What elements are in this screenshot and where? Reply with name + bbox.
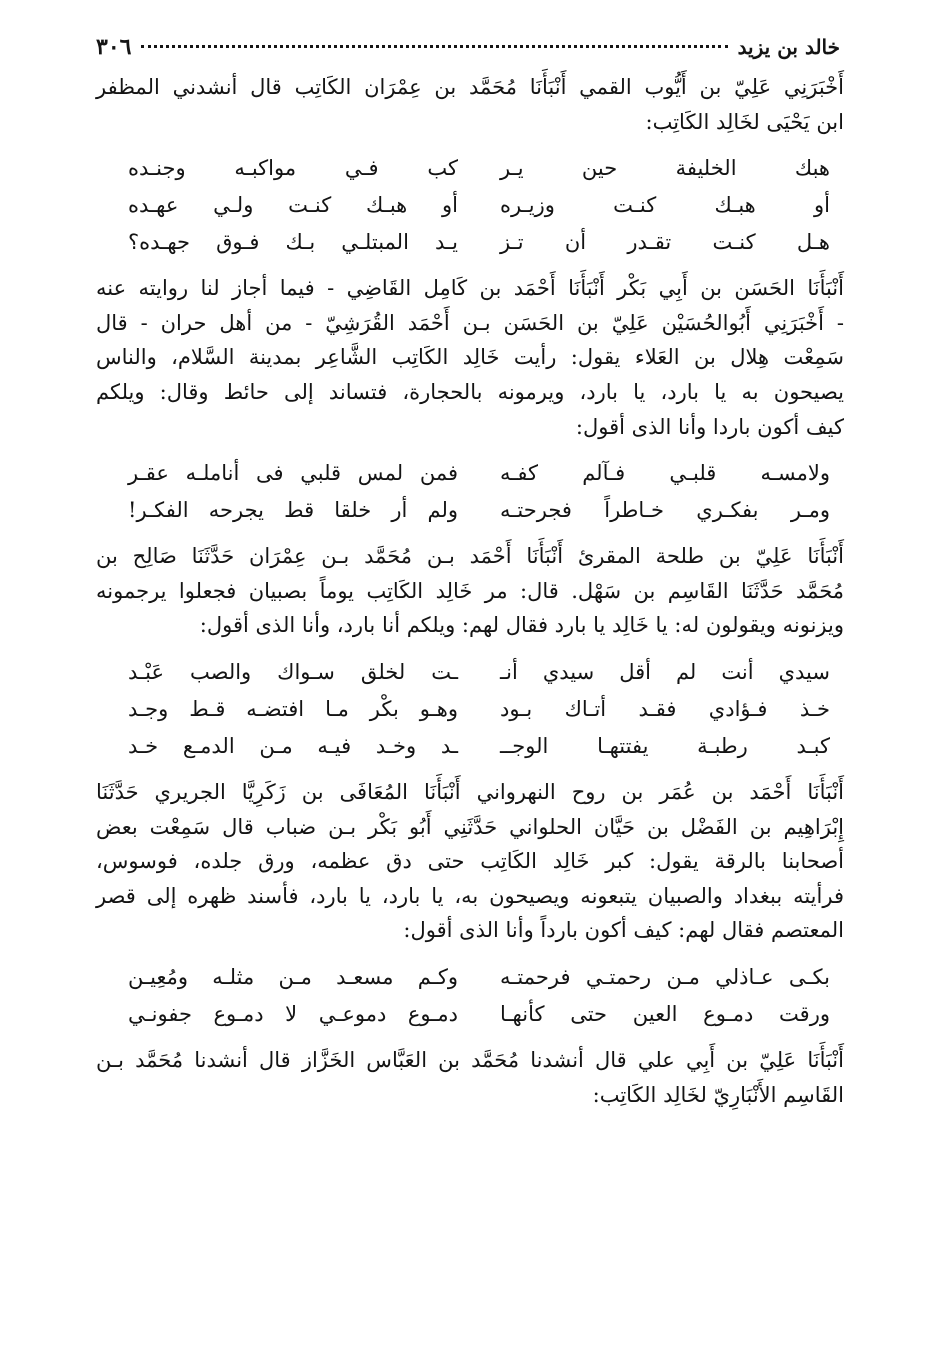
- verse-line: [96, 492, 844, 529]
- verse-first-hemistich: هبك الخليفة حين يـر: [500, 156, 830, 181]
- entry-block: [96, 775, 844, 1033]
- verse-second-hemistich: ولم أر خلقا قط يجرحه الفكـر!: [128, 498, 458, 523]
- leader-dots: [141, 45, 727, 48]
- entry-block: [96, 271, 844, 529]
- entry-block: [96, 539, 844, 765]
- prose-line: فرأيته ببغداد والصبيان يتبعونه ويصيحون به، يا بارد، يا بارد، فأسند ظهره إلى قصر: [96, 883, 844, 908]
- verse-line: [96, 455, 844, 492]
- prose-line: أَخْبَرَنِي عَلِيّ بن أَيُّوب القمي أَنْبَأَنَا مُحَمَّد بن عِمْرَان الكَاتِب قال أنشدني المظفر: [96, 75, 844, 99]
- entry-block: [96, 1043, 844, 1112]
- verse-group: [96, 959, 844, 1033]
- verse-first-hemistich: ورقت دمـوع العين حتى كأنهـا: [500, 1001, 830, 1026]
- prose-line: أَنْبَأَنَا الحَسَن بن أَبِي بَكْر أَنْبَأَنَا أَحْمَد بن كَامِل القَاضِي - فيما أجاز لنا روايته عنه: [96, 276, 844, 301]
- prose-paragraph: [96, 1043, 844, 1112]
- entry-block: [96, 70, 844, 261]
- verse-line: [96, 654, 844, 691]
- verse-first-hemistich: هـل كنـت تقـدر أن تـز: [500, 230, 830, 255]
- verse-line: [96, 691, 844, 728]
- prose-line: مُحَمَّد حَدَّثَنَا القَاسِم بن سَهْل. قال: مر خَالِد الكَاتِب يوماً بصبيان فجعلوا يرجمونه: [96, 578, 844, 603]
- running-head: [96, 34, 840, 70]
- prose-paragraph: [96, 539, 844, 643]
- verse-second-hemistich: ـد وخـد فيـه مـن الدمـع خـد: [128, 733, 458, 758]
- page-number: ٣٠٦: [96, 34, 132, 60]
- verse-line: [96, 150, 844, 187]
- verse-first-hemistich: سيدي أنت لم أقل سيدي أنـ: [500, 659, 830, 684]
- verse-second-hemistich: دمـوع دموعـي لا دمـوع جفونـي: [128, 1001, 458, 1026]
- prose-paragraph: [96, 70, 844, 139]
- prose-line: أَنْبَأَنَا أَحْمَد بن عُمَر بن روح النهرواني أَنْبَأَنَا المُعَافَى بن زَكَرِيَّا الجريري حَدَّثَنَا: [96, 779, 844, 804]
- prose-line: القَاسِم الأَنْبَارِيّ لخَالِد الكَاتِب:: [592, 1082, 844, 1107]
- verse-second-hemistich: يـد المبتلـي بـك فـوق جهـده؟: [128, 230, 458, 255]
- prose-line: أَنْبَأَنَا عَلِيّ بن طلحة المقرئ أَنْبَأَنَا أَحْمَد بـن مُحَمَّد بـن عِمْرَان حَدَّثَنَا صَالِح بن: [96, 544, 844, 569]
- verse-first-hemistich: ومـر بفكـري خـاطراً فجرحتـه: [500, 498, 830, 523]
- verse-second-hemistich: وكـم مسعـد مـن مثلـه ومُعِيـن: [128, 964, 458, 989]
- verse-second-hemistich: فمن لمس قلبي فى أناملـه عقـر: [128, 461, 458, 486]
- prose-line: ويزنونه ويقولون له: يا خَالِد يا بارد فقال لهم: ويلكم أنا بارد، وأنا الذى أقول:: [199, 613, 844, 638]
- verse-first-hemistich: ولامسـه قلبـي فـآلم كفـه: [500, 461, 830, 486]
- verse-second-hemistich: ـت لخلق سـواك والصب عَبْـد: [128, 659, 458, 684]
- verse-first-hemistich: خـذ فـؤادي فقـد أتـاك بـود: [500, 696, 830, 721]
- verse-second-hemistich: وهـو بكْر مـا افتضـه قـط وجـد: [128, 696, 458, 721]
- prose-paragraph: [96, 271, 844, 444]
- prose-line: ابن يَحْيَى لخَالِد الكَاتِب:: [645, 109, 844, 134]
- verse-group: [96, 455, 844, 529]
- verse-line: [96, 187, 844, 224]
- prose-line: كيف أكون باردا وأنا الذى أقول:: [575, 414, 844, 439]
- prose-line: إِبْرَاهِيم بن الفَضْل بن حَيَّان الحلواني حَدَّثَنِي أَبُو بَكْر بـن ضباب قال سَمِعْت بعض: [96, 814, 844, 839]
- running-head-title: خالد بن يزيد: [737, 35, 840, 59]
- verse-first-hemistich: بكـى عـاذلي مـن رحمتـي فرحمتـه: [500, 964, 830, 989]
- verse-line: [96, 996, 844, 1033]
- verse-first-hemistich: كبـد رطبـة يفتتهـا الوجــ: [500, 733, 830, 758]
- prose-paragraph: [96, 775, 844, 948]
- verse-line: [96, 959, 844, 996]
- verse-second-hemistich: كب فـي مواكبـه وجنـده: [128, 156, 458, 181]
- prose-line: أَنْبَأَنَا عَلِيّ بن أَبِي علي قال أنشدنا مُحَمَّد بن العَبَّاس الخَزَّاز قال أنشدنا مُحَمَّد بـن: [96, 1047, 844, 1072]
- prose-line: - أَخْبَرَنِي أَبُوالحُسَيْن عَلِيّ بن الحَسَن بـن أَحْمَد القُرَشِيّ - من أهل حران - قال: [96, 310, 844, 335]
- verse-first-hemistich: أو هبـك كنـت وزيـره: [500, 193, 830, 218]
- prose-line: المعتصم فقال لهم: كيف أكون بارداً وأنا الذى أقول:: [403, 918, 844, 943]
- prose-line: سَمِعْت هِلال بن العَلاء يقول: رأيت خَالِد الكَاتِب الشَّاعِر بمدينة السَّلام، والناس: [96, 345, 844, 370]
- verse-second-hemistich: أو هبـك كنـت ولـي عهـده: [128, 193, 458, 218]
- verse-group: [96, 654, 844, 765]
- verse-group: [96, 150, 844, 261]
- verse-line: [96, 224, 844, 261]
- prose-line: أصحابنا بالرقة يقول: كبر خَالِد الكَاتِب حتى دق عظمه، ورق جلده، فوسوس،: [96, 849, 844, 874]
- verse-line: [96, 728, 844, 765]
- prose-line: يصيحون به يا بارد، يا بارد، ويرمونه بالحجارة، فتساند إلى حائط وقال: ويلكم: [96, 379, 844, 404]
